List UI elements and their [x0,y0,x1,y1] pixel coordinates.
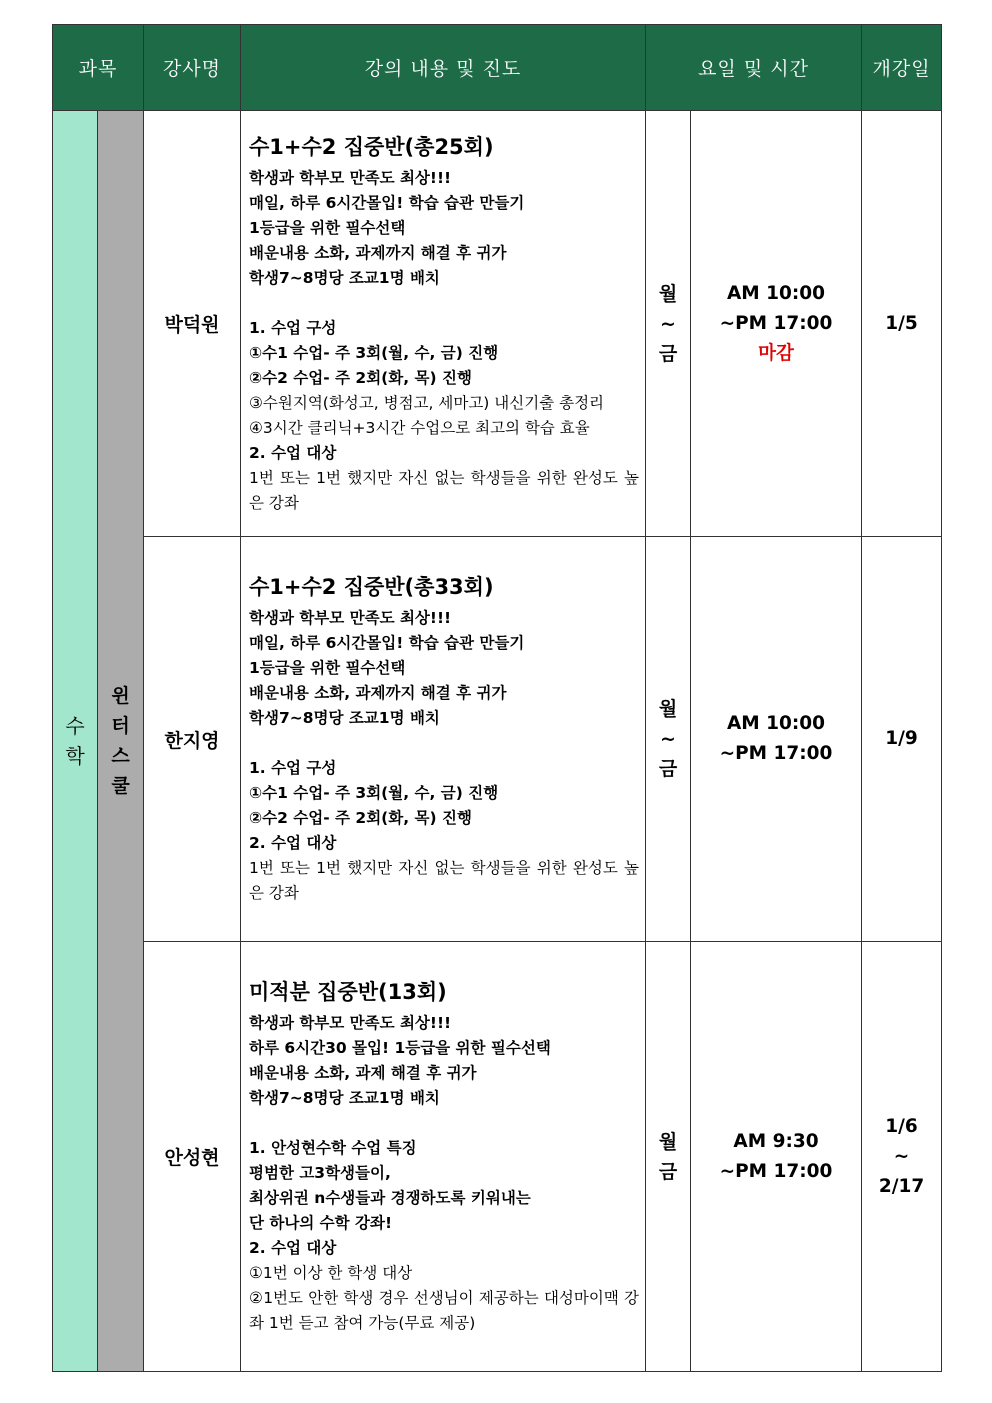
content-line: 학생과 학부모 만족도 최상!!! [249,168,452,187]
course-content [241,942,646,1372]
content-line: 학생과 학부모 만족도 최상!!! [249,609,452,627]
day-separator: ~ [660,312,676,335]
time-cell [691,942,862,1372]
time-end: ~PM 17:00 [719,1160,833,1182]
content-line: 평범한 고3학생들이, [249,1164,391,1182]
header-schedule: 요일 및 시간 [646,25,862,111]
header-subject: 과목 [53,25,144,111]
header-start-date: 개강일 [862,25,942,111]
content-line: 1등급을 위한 필수선택 [249,659,406,677]
content-line: 학생7~8명당 조교1명 배치 [249,268,440,287]
content-line: 1등급을 위한 필수선택 [249,218,406,237]
start-date-cell [862,537,942,942]
subject-label: 수학 [65,714,85,768]
content-line: 1번 또는 1번 했지만 자신 없는 학생들을 위한 완성도 높은 강좌 [249,468,639,512]
start-date-cell [862,942,942,1372]
content-line: ①수1 수업- 주 3회(월, 수, 금) 진행 [249,784,499,802]
time-start: AM 9:30 [733,1130,819,1152]
status-badge: 마감 [758,342,794,364]
teacher-name: 안성현 [144,942,241,1372]
start-date: 1/6 [885,1115,918,1137]
date-separator: ~ [893,1145,910,1167]
content-line: 학생7~8명당 조교1명 배치 [249,709,440,727]
start-date: 1/5 [885,312,918,334]
course-content [241,111,646,537]
content-line: 1. 수업 구성 [249,759,337,777]
content-line: 학생7~8명당 조교1명 배치 [249,1089,440,1107]
content-line: 2. 수업 대상 [249,1239,337,1257]
course-row [53,111,942,537]
day-start: 월 [658,698,678,720]
header-teacher: 강사명 [144,25,241,111]
teacher-name: 한지영 [144,537,241,942]
course-title: 수1+수2 집중반(총25회) [249,134,494,159]
content-line: ②수2 수업- 주 2회(화, 목) 진행 [249,368,472,387]
content-line: ④3시간 클리닉+3시간 수업으로 최고의 학습 효율 [249,418,590,437]
time-start: AM 10:00 [726,713,826,734]
day-cell [646,111,691,537]
program-cell [98,111,144,1372]
content-line: 단 하나의 수학 강좌! [249,1214,393,1232]
teacher-name: 박덕원 [144,111,241,537]
content-line: ③수원지역(화성고, 병점고, 세마고) 내신기출 총정리 [249,393,605,412]
program-label: 윈터스쿨 [111,685,130,797]
content-line: ①1번 이상 한 학생 대상 [249,1264,413,1282]
time-start: AM 10:00 [726,282,826,304]
course-title: 미적분 집중반(13회) [249,980,447,1004]
subject-cell [53,111,98,1372]
content-line: 매일, 하루 6시간몰입! 학습 습관 만들기 [249,634,525,652]
content-line: 학생과 학부모 만족도 최상!!! [249,1014,452,1032]
content-line: 1. 수업 구성 [249,318,337,337]
day-start: 월 [658,282,678,305]
content-line: 하루 6시간30 몰입! 1등급을 위한 필수선택 [249,1039,551,1057]
day-end: 금 [658,342,678,365]
day-end: 금 [658,1160,678,1183]
content-line: ②수2 수업- 주 2회(화, 목) 진행 [249,809,472,827]
course-title: 수1+수2 집중반(총33회) [249,575,494,599]
start-date-cell [862,111,942,537]
header-row [53,25,942,111]
content-line: 2. 수업 대상 [249,834,337,852]
day-cell [646,537,691,942]
time-end: ~PM 17:00 [719,312,833,334]
class-schedule-table [52,24,942,1372]
time-cell [691,537,862,942]
content-line: 배운내용 소화, 과제까지 해결 후 귀가 [249,684,507,702]
content-line: 1번 또는 1번 했지만 자신 없는 학생들을 위한 완성도 높은 강좌 [249,859,639,902]
start-date: 1/9 [885,728,918,749]
time-end: ~PM 17:00 [719,743,833,764]
content-line: 배운내용 소화, 과제까지 해결 후 귀가 [249,243,507,262]
course-content [241,537,646,942]
content-line: 2. 수업 대상 [249,443,337,462]
content-line: 매일, 하루 6시간몰입! 학습 습관 만들기 [249,193,525,212]
blank-line [249,291,639,316]
blank-line [249,1111,639,1136]
day-cell [646,942,691,1372]
time-cell [691,111,862,537]
content-line: ②1번도 안한 학생 경우 선생님이 제공하는 대성마이맥 강좌 1번 듣고 참여 가능(무료 제공) [249,1289,639,1332]
content-line: 1. 안성현수학 수업 특징 [249,1139,417,1157]
day-start: 월 [658,1130,678,1153]
content-line: 최상위권 n수생들과 경쟁하도록 키워내는 [249,1189,531,1207]
end-date: 2/17 [878,1175,925,1197]
day-separator: ~ [660,728,676,750]
blank-line [249,731,639,756]
day-end: 금 [658,758,678,780]
course-row [53,942,942,1372]
content-line: ①수1 수업- 주 3회(월, 수, 금) 진행 [249,343,499,362]
course-row [53,537,942,942]
content-line: 배운내용 소화, 과제 해결 후 귀가 [249,1064,477,1082]
header-content: 강의 내용 및 진도 [241,25,646,111]
